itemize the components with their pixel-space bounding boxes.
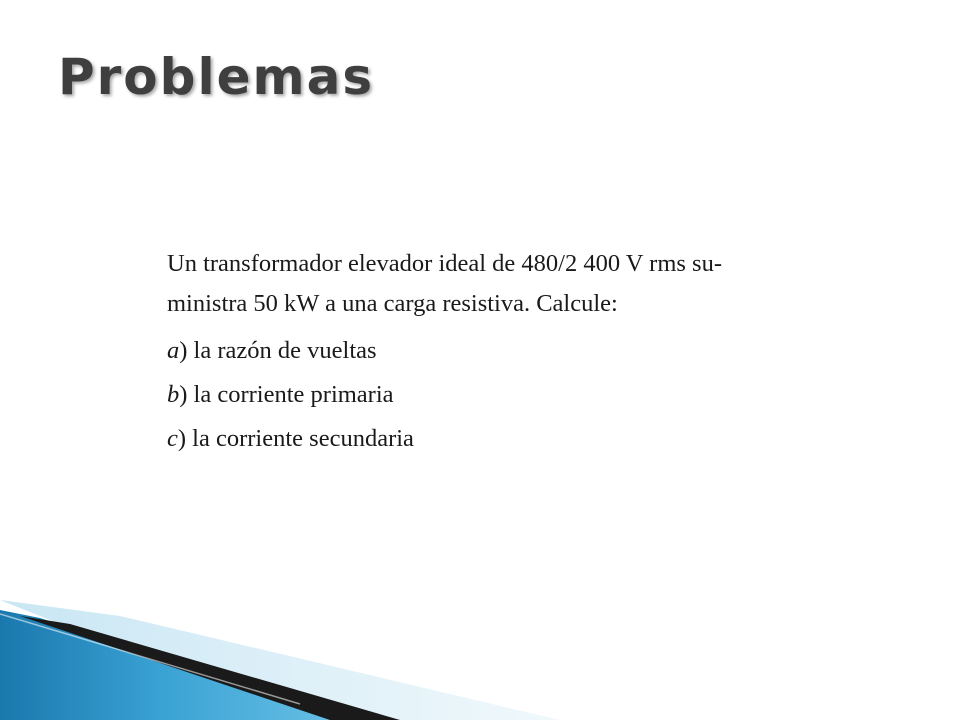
statement-line-2: ministra 50 kW a una carga resistiva. Calcule:	[167, 290, 618, 317]
item-marker: c	[167, 425, 178, 452]
corner-decoration	[0, 600, 960, 720]
item-marker: b	[167, 381, 180, 408]
slide-title: Problemas	[58, 48, 375, 106]
problem-item-b	[167, 373, 847, 417]
problem-item-a	[167, 329, 847, 373]
problem-item-c	[167, 417, 847, 461]
item-text: la corriente primaria	[187, 381, 394, 408]
problem-block	[167, 244, 847, 461]
item-close: )	[177, 425, 187, 452]
item-text: la corriente secundaria	[186, 425, 414, 452]
problem-items	[167, 329, 847, 461]
item-marker: a	[167, 337, 180, 364]
item-text: la razón de vueltas	[187, 337, 377, 364]
item-close: )	[179, 381, 188, 408]
item-close: )	[179, 337, 188, 364]
statement-line-1: Un transformador elevador ideal de 480/2 400 V rms su-	[167, 250, 722, 277]
problem-statement	[167, 244, 847, 324]
